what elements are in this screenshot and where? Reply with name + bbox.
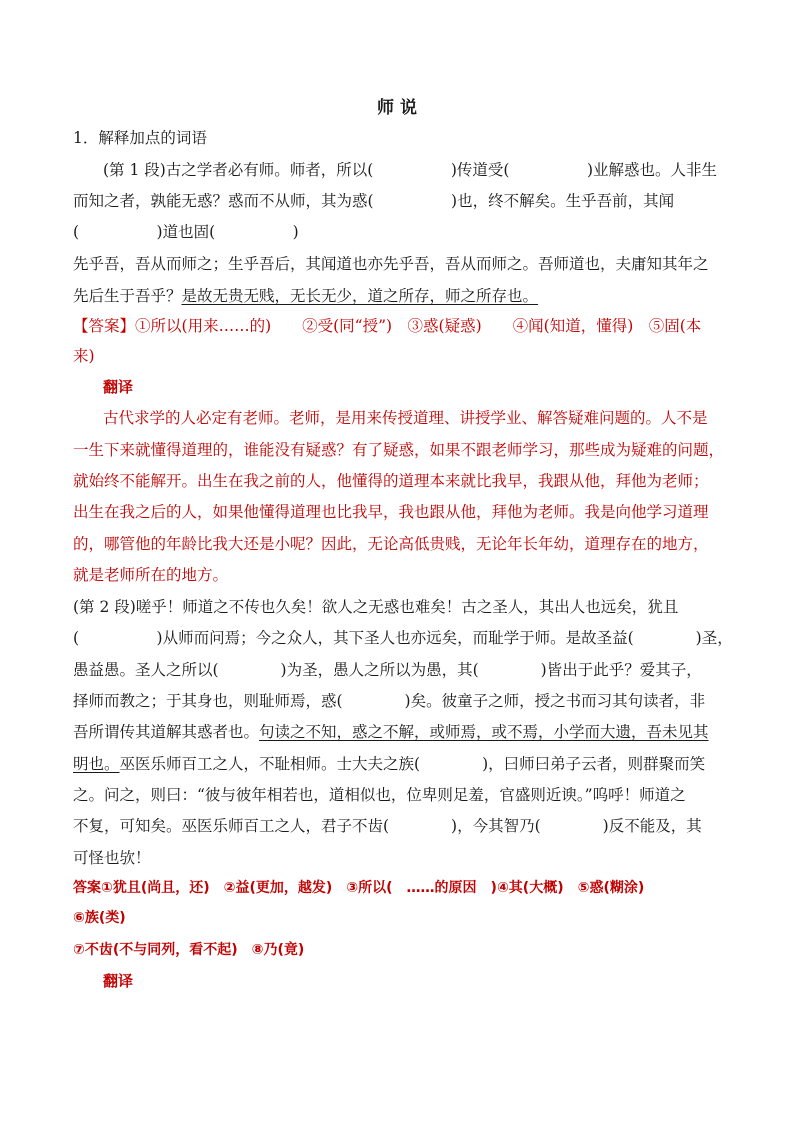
passage2-line6-text: 巫医乐师百工之人，不耻相师。士大夫之族( )，曰师曰弟子云者，则群聚而笑 xyxy=(119,755,706,773)
passage2-line3: 愚益愚。圣人之所以( )为圣，愚人之所以为愚，其( )皆出于此乎？爱其子， xyxy=(73,661,702,679)
question-heading: 1．解释加点的词语 xyxy=(73,129,207,147)
translation2-label: 翻译 xyxy=(103,972,134,990)
passage2-line4: 择师而教之；于其身也，则耻师焉，惑( )矣。彼童子之师，授之书而习其句读者，非 xyxy=(73,692,706,710)
answer2-line3: ⑦不齿(不与同列，看不起) ⑧乃(竟) xyxy=(73,942,305,958)
passage1-line1: (第 1 段)古之学者必有师。师者，所以( )传道受( )业解惑也。人非生 xyxy=(103,161,718,179)
translation1-line5: 的，哪管他的年龄比我大还是小呢？因此，无论高低贵贱，无论年长年幼，道理存在的地方， xyxy=(73,535,709,553)
passage2-line1: (第 2 段)嗟乎！师道之不传也久矣！欲人之无惑也难矣！古之圣人，其出人也远矣，犹且 xyxy=(73,598,679,616)
answer1-label: 【答案】 xyxy=(73,317,136,335)
passage1-underlined-sentence: 是故无贵无贱，无长无少，道之所存，师之所存也。 xyxy=(181,287,539,305)
passage2-line5-text: 吾所谓传其道解其惑者也。 xyxy=(73,723,260,741)
passage2-line7: 之。问之，则曰：“彼与彼年相若也，道相似也，位卑则足羞，官盛则近谀。”呜呼！师道之 xyxy=(73,786,686,804)
passage2-line6 xyxy=(73,754,705,774)
translation1-line2: 一生下来就懂得道理的，谁能没有疑惑？有了疑惑，如果不跟老师学习，那些成为疑难的问题， xyxy=(73,441,725,459)
answer2-line1: 答案①犹且(尚且，还) ②益(更加，越发) ③所以( ……的原因 )④其(大概) ⑤惑(糊涂) xyxy=(73,880,645,896)
translation1-line4: 出生在我之后的人，如果他懂得道理也比我早，我也跟从他，拜他为老师。我是向他学习道理 xyxy=(73,503,709,521)
answer2-line2: ⑥族(类) xyxy=(73,910,126,926)
answer1-line2: 来) xyxy=(73,347,95,365)
passage1-line4: 先乎吾，吾从而师之；生乎吾后，其闻道也亦先乎吾，吾从而师之。吾师道也，夫庸知其年之 xyxy=(73,255,709,273)
passage2-underlined-end: 明也。 xyxy=(73,755,120,773)
passage2-underlined-sentence: 句读之不知，惑之不解，或师焉，或不焉，小学而大遗，吾未见其 xyxy=(259,723,709,741)
translation1-line1: 古代求学的人必定有老师。老师，是用来传授道理、讲授学业、解答疑难问题的。人不是 xyxy=(103,409,708,427)
answer1-line1 xyxy=(73,316,701,336)
passage2-line2: ( )从师而问焉；今之众人，其下圣人也亦远矣，而耻学于师。是故圣益( )圣， xyxy=(73,629,733,647)
passage2-line9: 可怪也欤！ xyxy=(73,849,151,867)
passage2-line8: 不复，可知矣。巫医乐师百工之人，君子不齿( )，今其智乃( )反不能及，其 xyxy=(73,817,702,835)
passage1-line5-text: 先后生于吾乎？ xyxy=(73,287,182,305)
passage1-line2: 而知之者，孰能无惑？惑而不从师，其为惑( )也，终不解矣。生乎吾前，其闻 xyxy=(73,192,675,210)
passage1-line5 xyxy=(73,286,538,306)
passage2-line5 xyxy=(73,722,709,742)
translation1-line3: 就始终不能解开。出生在我之前的人，他懂得的道理本来就比我早，我跟从他，拜他为老师； xyxy=(73,472,709,490)
translation1-line6: 就是老师所在的地方。 xyxy=(73,566,229,584)
passage1-line3: ( )道也固( ) xyxy=(73,223,299,241)
page-title: 师 说 xyxy=(377,98,417,118)
answer1-text: ①所以(用来……的) ②受(同“授”) ③惑(疑惑) ④闻(知道，懂得) ⑤固(本 xyxy=(135,317,702,335)
translation1-label: 翻译 xyxy=(103,378,134,396)
